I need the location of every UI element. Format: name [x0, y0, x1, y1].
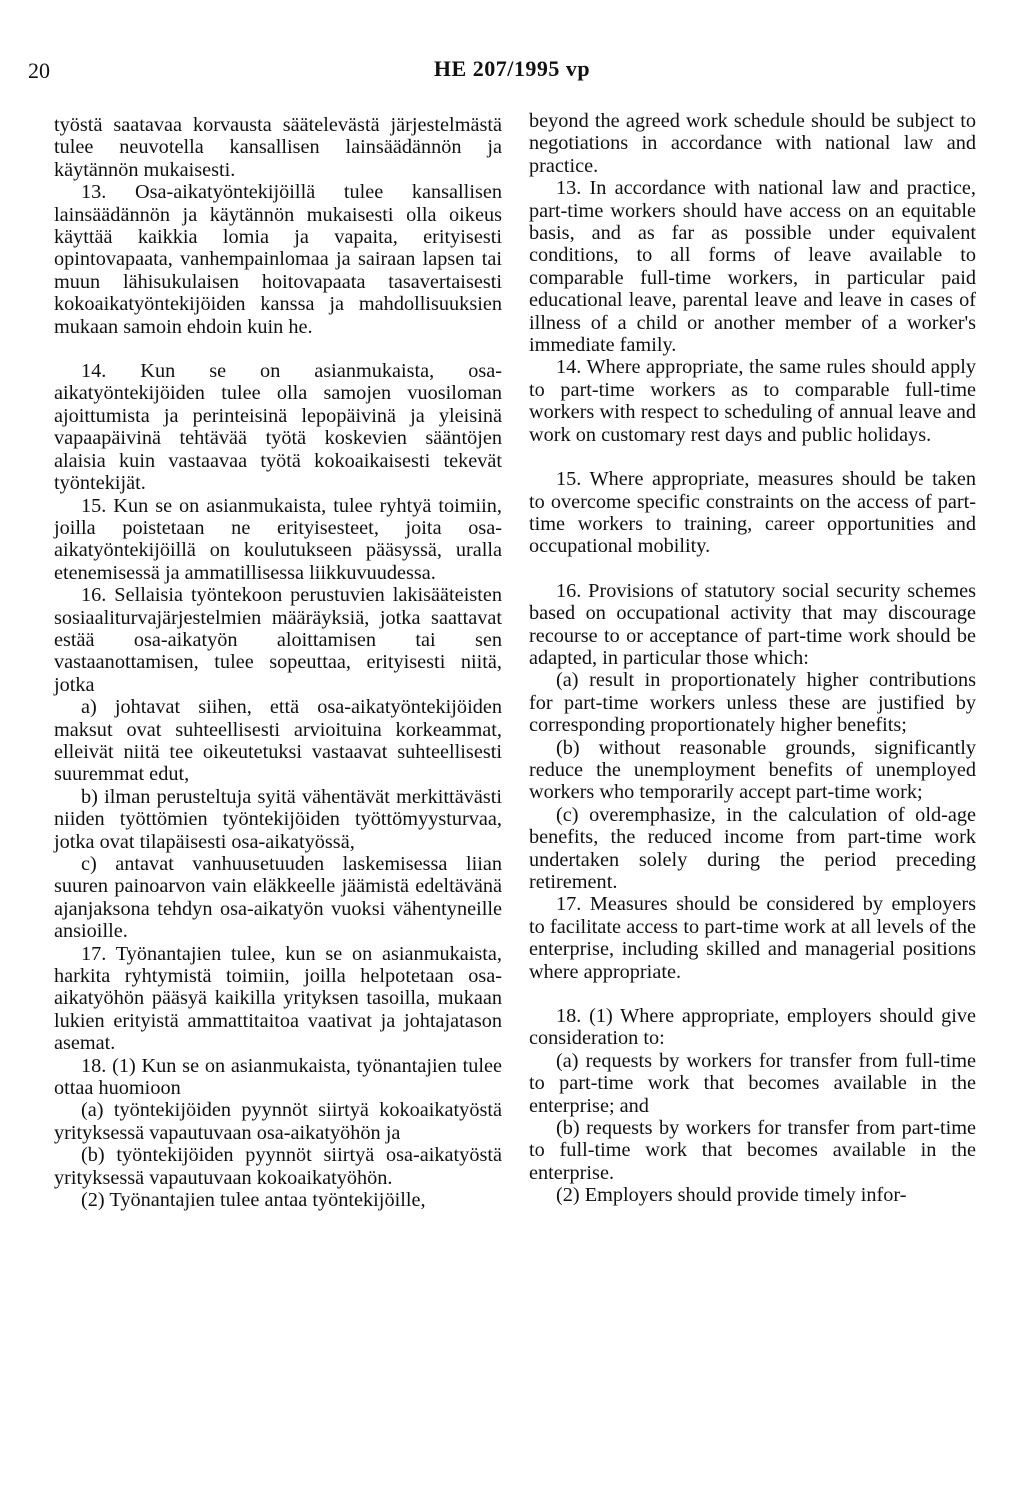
paragraph-18-2: (2) Employers should provide timely infor-	[556, 1184, 907, 1207]
paragraph-15: 15. Where appropriate, measures should be taken to overcome specific constraints on the access of part-time workers to training, career opportunities and occupational mobility.	[529, 468, 976, 558]
paragraph-18-1: 18. (1) Where appropriate, employers should give consideration to:	[529, 1005, 976, 1050]
paragraph-16: 16. Provisions of statutory social security schemes based on occupational activity that may discourage recourse to or acceptance of part-time work should be adapted, in particular those which:	[529, 579, 976, 669]
paragraph-18-2: (2) Työnantajien tulee antaa työntekijöille,	[81, 1189, 426, 1212]
paragraph-13: 13. Osa-aikatyöntekijöillä tulee kansallisen lainsäädännön ja käytännön mukaisesti olla oikeus käyttää kaikkia lomia ja vapaita, erityisesti opintovapaata, vanhempainlomaa ja sairaan lapsen tai muun lähisukulaisen hoitovapaata tasavertaisesti kokoaikatyöntekijöiden kanssa ja mahdollisuuksien mukaan samoin ehdoin kuin he.	[54, 181, 502, 338]
paragraph-16-c: c) antavat vanhuusetuuden laskemisessa liian suuren painoarvon vain eläkkeelle jäämistä edeltävänä ajanjaksona tehdyn osa-aikatyön vuoksi vähentyneille ansioille.	[54, 853, 502, 943]
paragraph-16-c: (c) overemphasize, in the calculation of old-age benefits, the reduced income from part-time work undertaken solely during the period preceding retirement.	[529, 803, 976, 893]
paragraph-16-b: (b) without reasonable grounds, significantly reduce the unemployment benefits of unemployed workers who temporarily accept part-time work;	[529, 736, 976, 804]
paragraph-18-1: 18. (1) Kun se on asianmukaista, työnantajien tulee ottaa huomioon	[54, 1054, 502, 1100]
paragraph-17: 17. Työnantajien tulee, kun se on asianmukaista, harkita ryhtymistä toimiin, joilla helpotetaan osa-aikatyöhön pääsyä kaikilla yrityksen tasoilla, mukaan lukien erityistä ammattitaitoa vaativat ja johtajatason asemat.	[54, 942, 502, 1055]
paragraph-18-a: (a) työntekijöiden pyynnöt siirtyä kokoaikatyöstä yrityksessä vapautuvaan osa-aikatyöhön ja	[54, 1099, 502, 1144]
paragraph: työstä saatavaa korvausta säätelevästä järjestelmästä tulee neuvotella kansallisen lainsäädännön ja käytännön mukaisesti.	[54, 114, 502, 181]
paragraph-14: 14. Kun se on asianmukaista, osa-aikatyöntekijöiden tulee olla samojen vuosiloman ajoittumista ja perinteisinä lepopäivinä ja yleisinä vapaapäivinä tehtävää työtä koskevien sääntöjen alaisia kuin vastaavaa työtä kokoaikaisesti tekevät työntekijät.	[54, 360, 502, 495]
paragraph-14: 14. Where appropriate, the same rules should apply to part-time workers as to comparable full-time workers with respect to scheduling of annual leave and work on customary rest days and public holidays.	[529, 356, 976, 446]
paragraph-18-b: (b) requests by workers for transfer from part-time to full-time work that becomes available in the enterprise.	[529, 1117, 976, 1184]
page-title: HE 207/1995 vp	[433, 56, 591, 81]
paragraph-13: 13. In accordance with national law and practice, part-time workers should have access on an equitable basis, and as far as possible under equivalent conditions, to all forms of leave available to comparable full-time workers, in particular paid educational leave, parental leave and leave in cases of illness of a child or another member of a worker's immediate family.	[529, 177, 976, 357]
paragraph-18-a: (a) requests by workers for transfer from full-time to part-time work that becomes available in the enterprise; and	[529, 1049, 976, 1117]
paragraph: beyond the agreed work schedule should be subject to negotiations in accordance with national law and practice.	[529, 110, 976, 177]
right-column-english	[529, 110, 976, 1207]
page-number: 20	[28, 58, 50, 83]
paragraph-16: 16. Sellaisia työntekoon perustuvien lakisääteisten sosiaaliturvajärjestelmien määräyksiä, jotka saattavat estää osa-aikatyön aloittamisen tai sen vastaanottamisen, tulee sopeuttaa, erityisesti niitä, jotka	[54, 584, 502, 696]
paragraph-17: 17. Measures should be considered by employers to facilitate access to part-time work at all levels of the enterprise, including skilled and managerial positions where appropriate.	[529, 893, 976, 983]
left-column-finnish	[54, 114, 502, 1212]
paragraph-16-a: a) johtavat siihen, että osa-aikatyöntekijöiden maksut ovat suhteellisesti arvioituina korkeammat, elleivät niitä tee oikeutetuksi vastaavat suhteellisesti suuremmat edut,	[54, 696, 502, 786]
paragraph-15: 15. Kun se on asianmukaista, tulee ryhtyä toimiin, joilla poistetaan ne erityisesteet, joita osa-aikatyöntekijöillä on koulutukseen pääsyssä, uralla etenemisessä ja ammatillisessa liikkuvuudessa.	[54, 494, 502, 584]
paragraph-16-a: (a) result in proportionately higher contributions for part-time workers unless these are justified by corresponding proportionately higher benefits;	[529, 669, 976, 737]
paragraph-16-b: b) ilman perusteltuja syitä vähentävät merkittävästi niiden työttömien työntekijöiden työttömyysturvaa, jotka ovat tilapäisesti osa-aikatyössä,	[54, 785, 502, 853]
paragraph-18-b: (b) työntekijöiden pyynnöt siirtyä osa-aikatyöstä yrityksessä vapautuvaan kokoaikatyöhön.	[54, 1144, 502, 1189]
